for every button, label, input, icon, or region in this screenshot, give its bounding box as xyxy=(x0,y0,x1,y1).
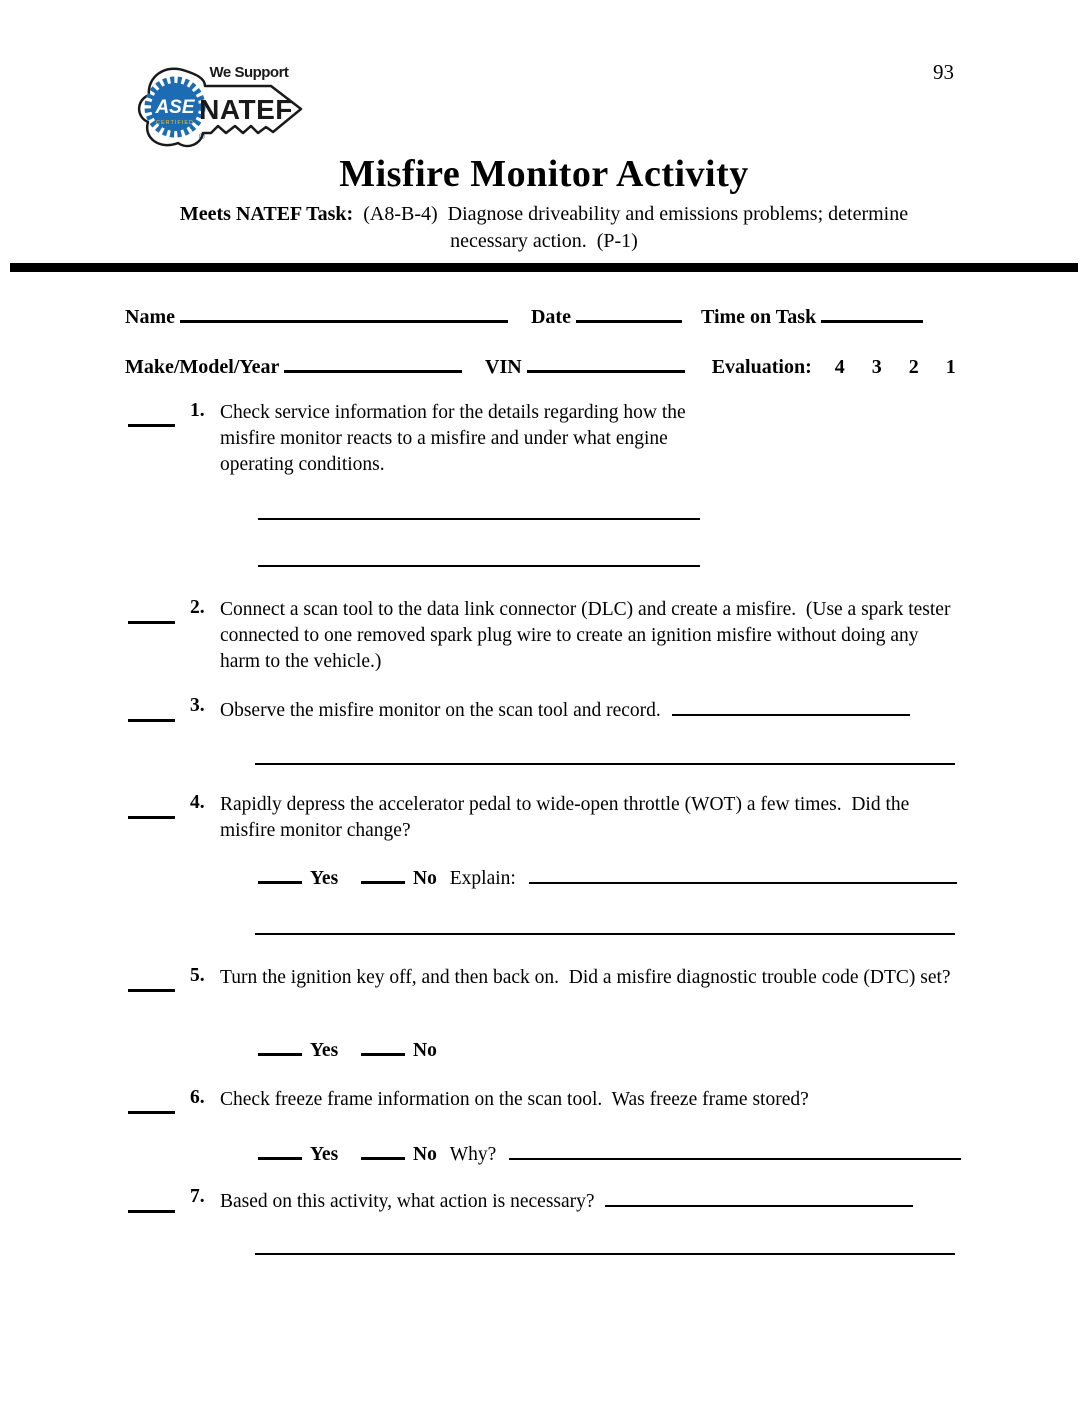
task-7-inline-blank xyxy=(605,1186,913,1207)
task-item-4 xyxy=(0,792,1088,844)
task-6-no-blank xyxy=(361,1138,405,1160)
task-3-answer-line xyxy=(255,743,955,765)
natef-task-line xyxy=(0,203,1088,226)
logo-top-text: We Support xyxy=(209,64,289,81)
task-4-answer-line xyxy=(255,913,955,935)
task-6-yes-label: Yes xyxy=(310,1144,339,1165)
task-5-number: 5. xyxy=(190,965,205,986)
task-7-answer-line xyxy=(255,1233,955,1255)
task-3-inline-blank xyxy=(672,695,910,716)
task-4-text: Rapidly depress the accelerator pedal to wide-open throttle (WOT) a few times. Did the misfire monitor change? xyxy=(220,794,915,841)
svg-text:®: ® xyxy=(199,132,205,141)
task-5-check-blank xyxy=(128,969,175,992)
divider-bar xyxy=(10,263,1078,272)
task-6-text: Check freeze frame information on the scan tool. Was freeze frame stored? xyxy=(220,1089,809,1110)
task-4-yes-no-row xyxy=(258,862,965,890)
task-1-answer-line-2 xyxy=(258,545,700,567)
task-6-why-label: Why? xyxy=(449,1144,497,1165)
vin-label: VIN xyxy=(485,356,522,378)
form-row-vehicle xyxy=(125,351,956,379)
task-4-check-blank xyxy=(128,796,175,819)
page-title: Misfire Monitor Activity xyxy=(339,153,749,195)
task-4-yes-blank xyxy=(258,862,302,884)
form-row-name-date-time xyxy=(125,301,923,329)
name-blank xyxy=(180,301,508,323)
evaluation-value-3: 3 xyxy=(871,356,882,378)
make-model-year-label: Make/Model/Year xyxy=(125,356,280,378)
task-4-no-blank xyxy=(361,862,405,884)
svg-text:ASE: ASE xyxy=(155,97,195,118)
task-5-yes-no-row xyxy=(258,1034,437,1062)
task-6-why-blank xyxy=(509,1139,961,1160)
natef-task-line2: necessary action. (P-1) xyxy=(450,230,638,252)
task-item-2 xyxy=(0,597,1088,675)
task-4-yes-label: Yes xyxy=(310,868,339,889)
task-item-3 xyxy=(0,695,1088,724)
natef-key-logo xyxy=(131,55,306,153)
task-6-yes-no-row xyxy=(258,1138,969,1166)
key-shape xyxy=(131,55,306,153)
vin-blank xyxy=(527,351,685,373)
task-4-no-label: No xyxy=(413,868,437,889)
task-1-number: 1. xyxy=(190,400,205,421)
task-2-check-blank xyxy=(128,601,175,624)
task-7-number: 7. xyxy=(190,1186,205,1207)
task-3-check-blank xyxy=(128,699,175,722)
natef-task-text: (A8-B-4) Diagnose driveability and emissions problems; determine xyxy=(353,203,909,225)
task-1-check-blank xyxy=(128,404,175,427)
time-on-task-blank xyxy=(821,301,923,323)
task-2-number: 2. xyxy=(190,597,205,618)
task-5-yes-blank xyxy=(258,1034,302,1056)
task-1-answer-line-1 xyxy=(258,498,700,520)
task-item-6 xyxy=(0,1087,1088,1113)
task-3-text: Observe the misfire monitor on the scan tool and record. xyxy=(220,700,661,721)
task-6-no-label: No xyxy=(413,1144,437,1165)
evaluation-value-4: 4 xyxy=(834,356,845,378)
evaluation-value-2: 2 xyxy=(908,356,919,378)
logo-name-text: NATEF xyxy=(199,94,293,125)
page-number: 93 xyxy=(933,60,954,84)
task-item-5 xyxy=(0,965,1088,991)
date-label: Date xyxy=(530,306,571,328)
evaluation-label: Evaluation: xyxy=(711,356,812,378)
name-label: Name xyxy=(125,306,175,328)
task-7-check-blank xyxy=(128,1190,175,1213)
task-item-1 xyxy=(0,400,1088,478)
task-5-no-label: No xyxy=(413,1040,437,1061)
evaluation-value-1: 1 xyxy=(945,356,956,378)
task-3-number: 3. xyxy=(190,695,205,716)
date-blank xyxy=(576,301,682,323)
time-on-task-label: Time on Task xyxy=(700,306,817,328)
task-4-number: 4. xyxy=(190,792,205,813)
make-model-year-blank xyxy=(284,351,462,373)
task-1-text: Check service information for the details regarding how the misfire monitor reacts to a misfire and under what engine operating conditions. xyxy=(220,402,691,475)
task-6-check-blank xyxy=(128,1091,175,1114)
task-4-explain-label: Explain: xyxy=(449,868,516,889)
natef-task-label: Meets NATEF Task: xyxy=(179,203,354,225)
task-5-text: Turn the ignition key off, and then back on. Did a misfire diagnostic trouble code (DTC) set? xyxy=(220,967,951,988)
task-2-text: Connect a scan tool to the data link connector (DLC) and create a misfire. (Use a spark tester connected to one removed spark plug wire to create an ignition misfire without doing any harm to the vehicle.) xyxy=(220,599,956,672)
task-4-explain-blank xyxy=(529,863,957,884)
task-5-yes-label: Yes xyxy=(310,1040,339,1061)
task-6-number: 6. xyxy=(190,1087,205,1108)
task-6-yes-blank xyxy=(258,1138,302,1160)
task-7-text: Based on this activity, what action is necessary? xyxy=(220,1191,595,1212)
task-5-no-blank xyxy=(361,1034,405,1056)
task-item-7 xyxy=(0,1186,1088,1215)
svg-text:CERTIFIED: CERTIFIED xyxy=(156,120,194,126)
